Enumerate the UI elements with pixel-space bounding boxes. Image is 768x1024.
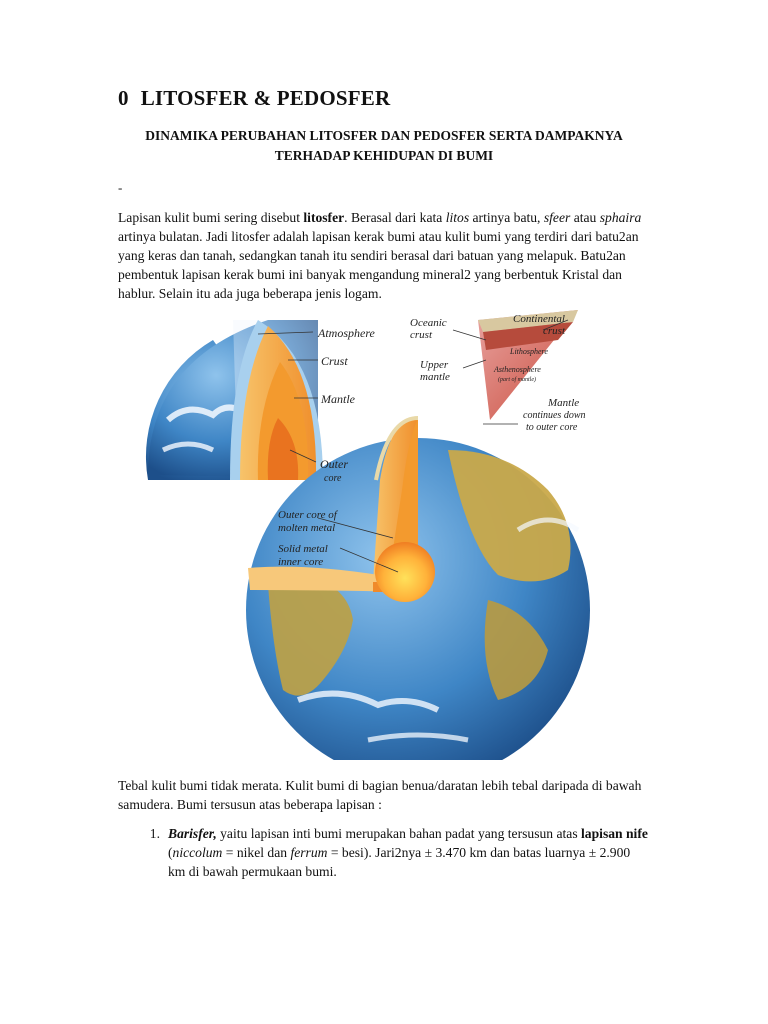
label-crust: Crust: [321, 354, 348, 368]
label-mantle: Mantle: [321, 392, 355, 406]
label-outer-core-molten: Outer core of: [278, 509, 337, 521]
label-upper-mantle: Upper: [420, 359, 449, 371]
term-sfeer: sfeer: [543, 210, 571, 225]
cutaway-hemisphere: [146, 320, 323, 480]
label-mantle-down-3: to outer core: [526, 422, 578, 433]
label-inner-core-2: inner core: [278, 556, 324, 568]
term-ferrum: ferrum: [290, 845, 328, 860]
text-run: (: [168, 845, 173, 860]
text-run: = besi). Jari2nya ± 3.470 km dan batas luarnya ± 2.900 km di bawah permukaan bumi.: [168, 845, 631, 879]
label-outer-core-molten-2: molten metal: [278, 522, 336, 534]
label-atmosphere: Atmosphere: [318, 326, 375, 340]
label-lithosphere: Lithosphere: [510, 347, 548, 356]
list-item: [118, 824, 648, 881]
term-litosfer: litosfer: [303, 210, 345, 225]
text-run: yaitu lapisan inti bumi merupakan bahan padat yang tersusun atas: [216, 826, 582, 841]
earth-layers-illustration: [118, 300, 638, 760]
label-asthenosphere-note: (part of mantle): [498, 377, 536, 383]
heading-text: LITOSFER & PEDOSFER: [140, 86, 391, 110]
text-run: atau: [570, 210, 600, 225]
heading-number: 0: [118, 86, 129, 110]
list-text: [168, 824, 648, 881]
label-continental-crust: Continental: [513, 313, 565, 325]
label-continental-crust-2: crust: [543, 325, 565, 337]
subtitle-line-1: DINAMIKA PERUBAHAN LITOSFER DAN PEDOSFER SERTA DAMPAKNYA: [145, 128, 623, 143]
layer-list: [118, 824, 648, 881]
text-run: artinya batu,: [469, 210, 544, 225]
paragraph-litosfer: [118, 208, 648, 303]
text-run: = nikel dan: [222, 845, 291, 860]
label-oceanic-crust: Oceanic: [410, 317, 447, 329]
term-barisfer: Barisfer,: [168, 826, 217, 841]
text-run: . Berasal dari kata: [344, 210, 446, 225]
label-asthenosphere: Asthenosphere: [494, 365, 541, 374]
list-number: 1.: [149, 826, 160, 841]
text-run: artinya bulatan. Jadi litosfer adalah lapisan kerak bumi atau kulit bumi yang terdiri dari batu2an yang keras dan tanah, sedangkan tanah itu sendiri berasal dari batuan yang melapuk. Batu2an pembentuk lapisan kerak bumi ini banyak mengandung mineral2 yang berbentuk Kristal dan hablur. Selain itu ada juga beberapa jenis logam.: [118, 229, 639, 301]
label-upper-mantle-2: mantle: [420, 371, 450, 383]
label-outer-core: Outer: [320, 457, 348, 471]
label-inner-core: Solid metal: [278, 543, 328, 555]
earth-layers-figure: [118, 300, 638, 760]
dash-marker: -: [118, 180, 123, 195]
term-sphaira: sphaira: [599, 210, 642, 225]
term-lapisan-nife: lapisan nife: [581, 826, 648, 841]
label-oceanic-crust-2: crust: [410, 329, 432, 341]
term-litos: litos: [445, 210, 470, 225]
term-niccolum: niccolum: [172, 845, 223, 860]
subtitle: [100, 126, 668, 166]
label-outer-core-2: core: [324, 473, 342, 484]
label-mantle-down: Mantle: [548, 397, 580, 409]
text-run: Lapisan kulit bumi sering disebut: [118, 210, 304, 225]
label-mantle-down-2: continues down: [523, 410, 586, 421]
page-title: [118, 86, 390, 111]
paragraph-tebal-kulit: Tebal kulit bumi tidak merata. Kulit bumi di bagian benua/daratan lebih tebal daripada di bawah samudera. Bumi tersusun atas beberapa lapisan :: [118, 778, 642, 812]
subtitle-line-2: TERHADAP KEHIDUPAN DI BUMI: [274, 148, 494, 163]
